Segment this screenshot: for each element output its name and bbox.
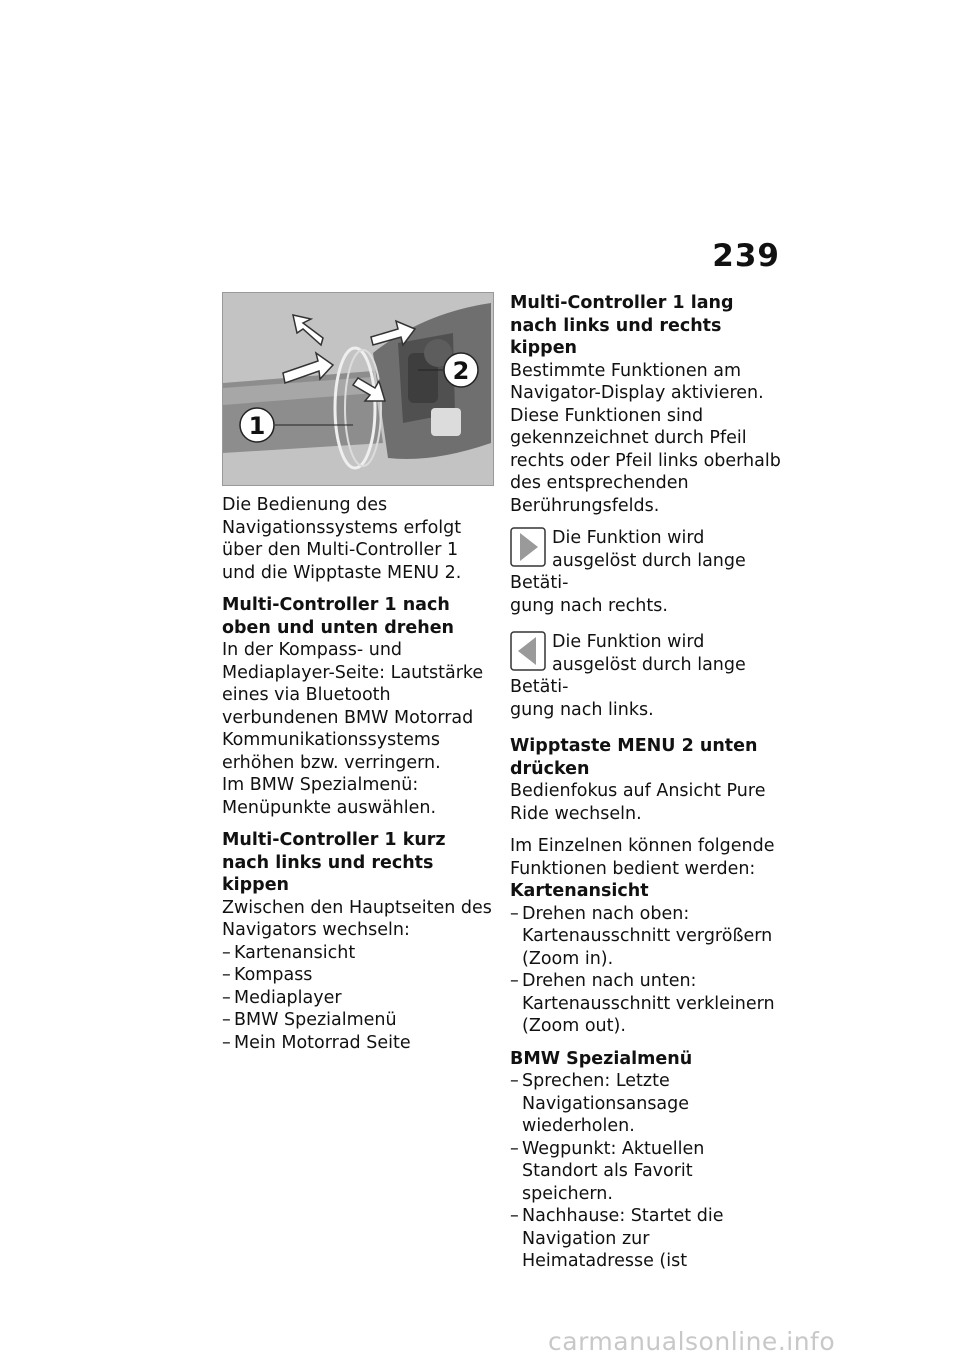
list-item: – Kompass <box>222 964 494 987</box>
list-item: – Sprechen: Letzte Navigationsansage wiederholen. <box>510 1070 782 1138</box>
list-item: – Mein Motorrad Seite <box>222 1032 494 1055</box>
section-heading: BMW Spezialmenü <box>510 1048 693 1069</box>
note-text: gung nach rechts. <box>510 595 668 616</box>
sub-heading: Kartenansicht <box>510 881 649 901</box>
section-heading: Multi-Controller 1 kurz nach links und rechts kippen <box>222 830 446 895</box>
right-column <box>510 292 782 1283</box>
intro-paragraph: Die Bedienung des Navigationssystems erfolgt über den Multi-Controller 1 und die Wipptaste MENU 2. <box>222 495 462 583</box>
watermark: carmanualsonline.info <box>548 1327 836 1356</box>
note-text: Die Funktion wird ausgelöst durch lange Betäti- <box>510 528 746 593</box>
section-text: Bedienfokus auf Ansicht Pure Ride wechseln. <box>510 781 766 824</box>
section-text: Zwischen den Hauptseiten des Navigators wechseln: <box>222 897 492 940</box>
note-right-arrow <box>510 527 782 617</box>
special-menu-list <box>510 1070 782 1273</box>
left-column <box>222 292 494 1064</box>
section-text: Bestimmte Funktionen am Navigator-Display aktivieren. Diese Funktionen sind gekennzeichnet durch Pfeil rechts oder Pfeil links oberhalb des entsprechenden Berührungsfelds. <box>510 360 781 516</box>
list-item: – Drehen nach oben: Kartenausschnitt vergrößern (Zoom in). <box>510 903 782 971</box>
arrow-left-icon <box>510 631 546 671</box>
list-item: – BMW Spezialmenü <box>222 1009 494 1032</box>
callout-2: 2 <box>452 357 470 385</box>
note-text: Die Funktion wird ausgelöst durch lange Betäti- <box>510 632 746 697</box>
page-number: 239 <box>712 238 780 274</box>
list-item: – Mediaplayer <box>222 987 494 1010</box>
list-item: – Kartenansicht <box>222 942 494 965</box>
section-heading: Wipptaste MENU 2 unten drücken <box>510 736 758 779</box>
section-heading: Multi-Controller 1 nach oben und unten drehen <box>222 595 455 638</box>
section-heading: Multi-Controller 1 lang nach links und rechts kippen <box>510 293 734 358</box>
list-item: – Wegpunkt: Aktuellen Standort als Favorit speichern. <box>510 1138 782 1206</box>
page-list <box>222 942 494 1055</box>
handlebar-illustration <box>223 293 493 485</box>
callout-1: 1 <box>248 412 266 440</box>
list-item: – Drehen nach unten: Kartenausschnitt verkleinern (Zoom out). <box>510 970 782 1038</box>
section-text: Im BMW Spezialmenü: Menüpunkte auswählen. <box>222 775 437 818</box>
list-item: – Nachhause: Startet die Navigation zur Heimatadresse (ist <box>510 1205 782 1273</box>
note-left-arrow <box>510 631 782 721</box>
arrow-right-icon <box>510 527 546 567</box>
function-list <box>510 903 782 1038</box>
section-text: Im Einzelnen können folgende Funktionen bedient werden: <box>510 836 775 879</box>
section-text: In der Kompass- und Mediaplayer-Seite: Lautstärke eines via Bluetooth verbundenen BMW Motorrad Kommunikationssystems erhöhen bzw. verringern. <box>222 640 484 773</box>
note-text: gung nach links. <box>510 699 654 720</box>
handlebar-controls-figure <box>222 292 494 486</box>
